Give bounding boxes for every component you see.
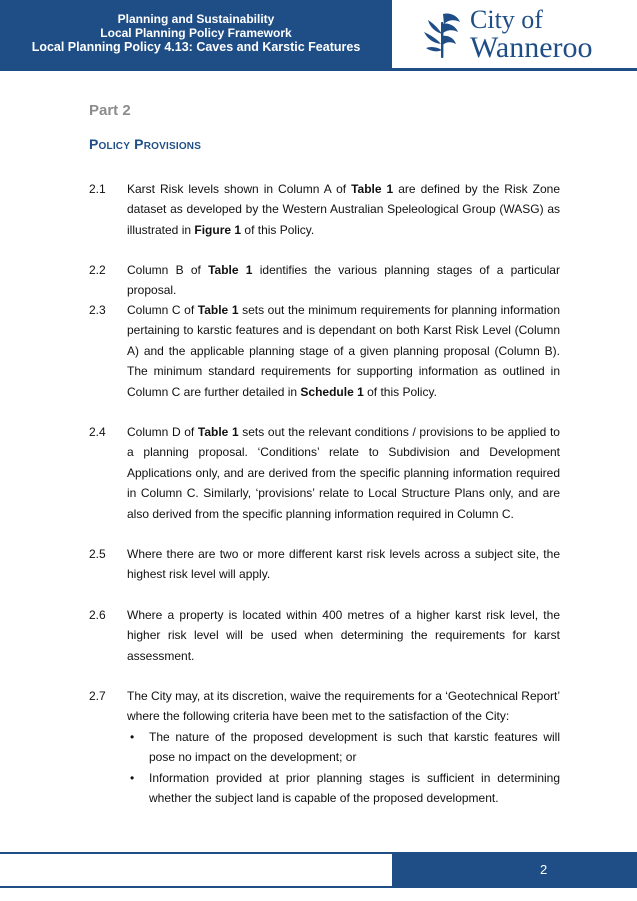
- provision-2-5: [89, 544, 560, 585]
- text-run: sets out the minimum requirements for planning information pertaining to karstic features and is dependant on both Karst Risk Level (Column A) and the applicable planning stage of a given planning proposal (Column B). The minimum standard requirements for supporting information as outlined in Column C are further detailed in: [127, 303, 560, 399]
- text-run: are defined by the Risk Zone dataset as developed by the Western Australian Speleological Group (WASG) as illustrated in: [127, 182, 560, 237]
- provision-text: [127, 605, 560, 666]
- provision-number: 2.6: [89, 608, 106, 622]
- logo-name-text: Wanneroo: [470, 31, 593, 64]
- bold-reference: Table 1: [197, 425, 239, 439]
- bold-reference: Schedule 1: [300, 384, 364, 399]
- logo-city-text: City of: [470, 5, 543, 34]
- list-item: • The nature of the proposed development is such that karstic features will pose no impact on the development; or: [127, 727, 560, 768]
- header-rule: [0, 68, 637, 71]
- header-band: [0, 0, 392, 68]
- provision-number: 2.2: [89, 263, 106, 277]
- wanneroo-leaf-icon: [420, 10, 466, 60]
- provision-number: 2.4: [89, 425, 106, 439]
- text-run: Column D of: [127, 425, 198, 439]
- criteria-list: [127, 727, 560, 809]
- provision-2-3: [89, 300, 560, 402]
- provision-2-6: [89, 605, 560, 666]
- text-run: Karst Risk levels shown in Column A of: [127, 182, 352, 196]
- text-run: of this Policy.: [363, 384, 437, 399]
- page-number: 2: [540, 862, 548, 877]
- provision-number: 2.3: [89, 303, 106, 317]
- provision-2-7: [89, 686, 560, 808]
- bold-reference: Figure 1: [194, 222, 242, 237]
- text-run: Where a property is located within 400 metres of a higher karst risk level, the higher risk level will be used when determining the requirements for karst assessment.: [127, 608, 560, 663]
- page-header: [0, 0, 637, 70]
- footer-band: [392, 854, 637, 888]
- header-text: [0, 12, 392, 54]
- list-item: • Information provided at prior planning stages is sufficient in determining whether the subject land is capable of the proposed development.: [127, 768, 560, 809]
- provision-2-1: [89, 179, 560, 240]
- provision-text: [127, 422, 560, 524]
- provision-2-2: [89, 260, 560, 301]
- text-run: The City may, at its discretion, waive the requirements for a ‘Geotechnical Report’ where the following criteria have been met to the satisfaction of the City:: [127, 689, 560, 724]
- header-line-3: Local Planning Policy 4.13: Caves and Karstic Features: [31, 40, 361, 54]
- section-title: Policy Provisions: [89, 136, 202, 152]
- bold-reference: Table 1: [351, 182, 394, 196]
- bold-reference: Table 1: [208, 263, 253, 277]
- provision-number: 2.7: [89, 689, 106, 703]
- provision-text: [127, 544, 560, 585]
- provision-text: [127, 260, 560, 301]
- header-line-2: Local Planning Policy Framework: [100, 26, 292, 40]
- text-run: Column B of: [127, 263, 209, 277]
- provision-number: 2.1: [89, 182, 106, 196]
- text-run: Where there are two or more different karst risk levels across a subject site, the highest risk level will apply.: [127, 547, 560, 582]
- text-run: of this Policy.: [241, 222, 315, 237]
- header-line-1: Planning and Sustainability: [117, 12, 275, 26]
- provision-number: 2.5: [89, 547, 106, 561]
- footer-rule-bottom: [0, 886, 392, 888]
- text-run: identifies the various planning stages of a particular proposal.: [127, 263, 560, 298]
- provision-text: [127, 179, 560, 240]
- text-run: Column C of: [127, 303, 198, 317]
- bold-reference: Table 1: [197, 303, 239, 317]
- city-of-wanneroo-logo: [392, 0, 637, 68]
- text-run: sets out the relevant conditions / provisions to be applied to a planning proposal. ‘Conditions’ relate to Subdivision and Development Applications only, and are derived from the specific planning information required in Column C. Similarly, ‘provisions’ relate to Local Structure Plans only, and are also derived from the specific planning information required in Column C.: [127, 425, 560, 521]
- provision-text: [127, 300, 560, 402]
- provision-text: [127, 686, 560, 727]
- part-label: Part 2: [89, 102, 131, 119]
- provision-2-4: [89, 422, 560, 524]
